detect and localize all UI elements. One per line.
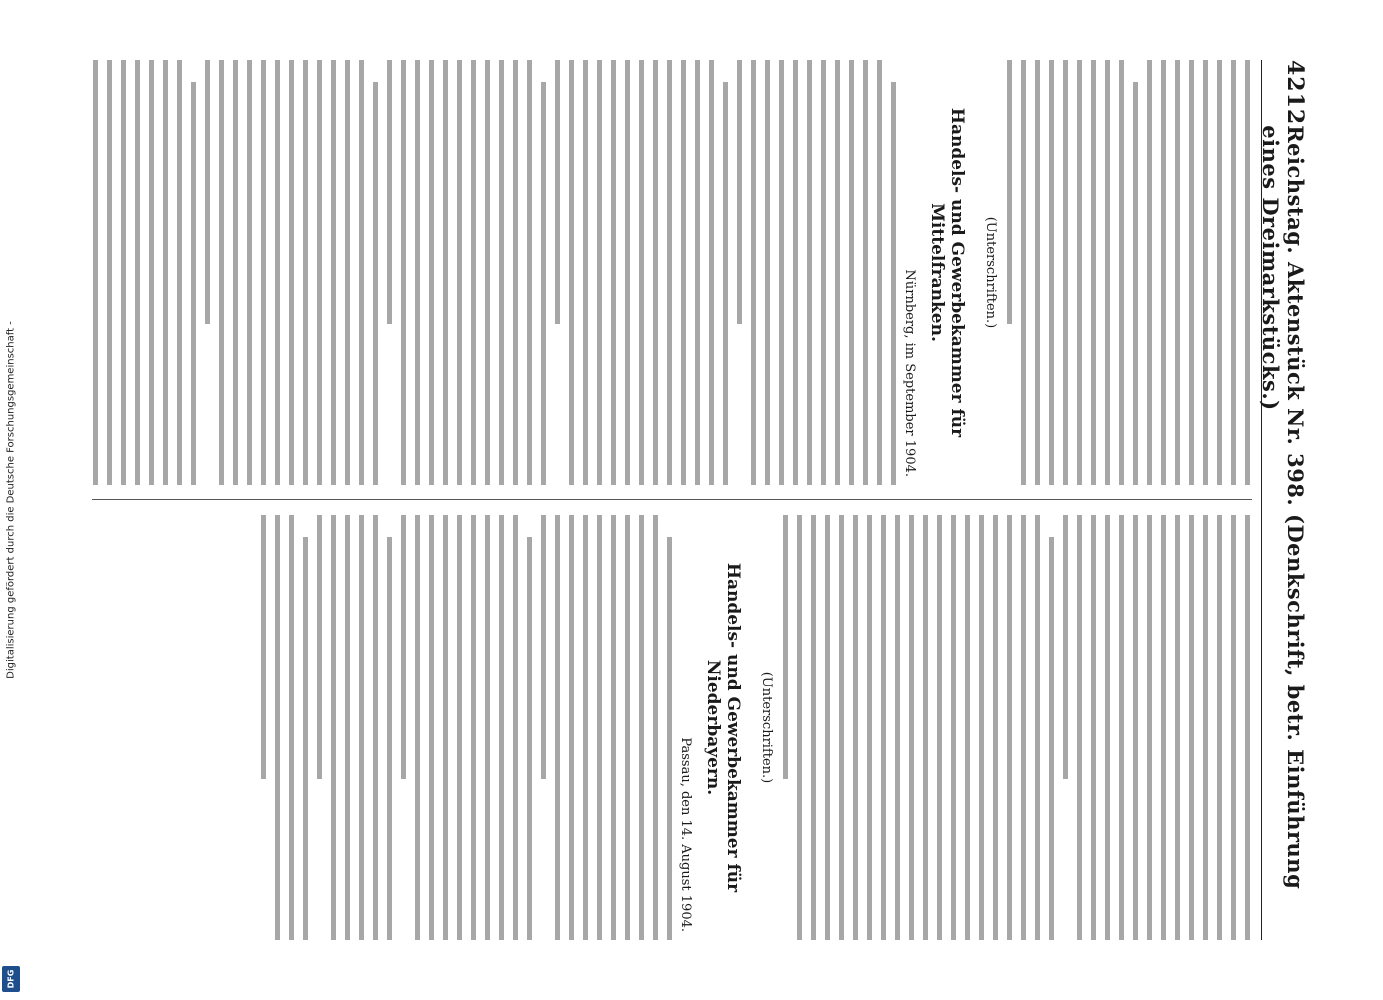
column-divider: [92, 499, 1252, 500]
funding-credit-strip: [0, 0, 22, 1000]
date-line: Passau, den 14. August 1904.: [678, 737, 693, 932]
document-page: [88, 60, 1308, 940]
running-header: [1258, 60, 1308, 940]
dfg-logo-text: DFG: [6, 969, 16, 989]
page-number: 4212: [1282, 60, 1308, 126]
dfg-logo-icon: [2, 966, 20, 992]
left-column: [92, 60, 1252, 485]
header-title: Reichstag. Aktenstück Nr. 398. (Denkschrift, betr. Einführung eines Dreimarkstücks.): [1258, 125, 1308, 890]
date-line: Nürnberg, im September 1904.: [902, 269, 917, 477]
body-text-block: [783, 515, 1250, 940]
signature-note: (Unterschriften.): [983, 216, 998, 329]
body-text-block: [261, 515, 672, 940]
right-column: [92, 515, 1252, 940]
body-text-block: [92, 60, 896, 485]
section-title: Handels- und Gewerbekammer für Mittelfranken.: [927, 107, 967, 438]
body-text-block: [1007, 60, 1250, 485]
scanned-page-area: [48, 60, 1348, 940]
signature-note: (Unterschriften.): [759, 671, 774, 784]
section-title: Handels- und Gewerbekammer für Niederbayern.: [703, 562, 743, 893]
funding-credit-text: Digitalisierung gefördert durch die Deutsche Forschungsgemeinschaft -: [5, 321, 17, 679]
